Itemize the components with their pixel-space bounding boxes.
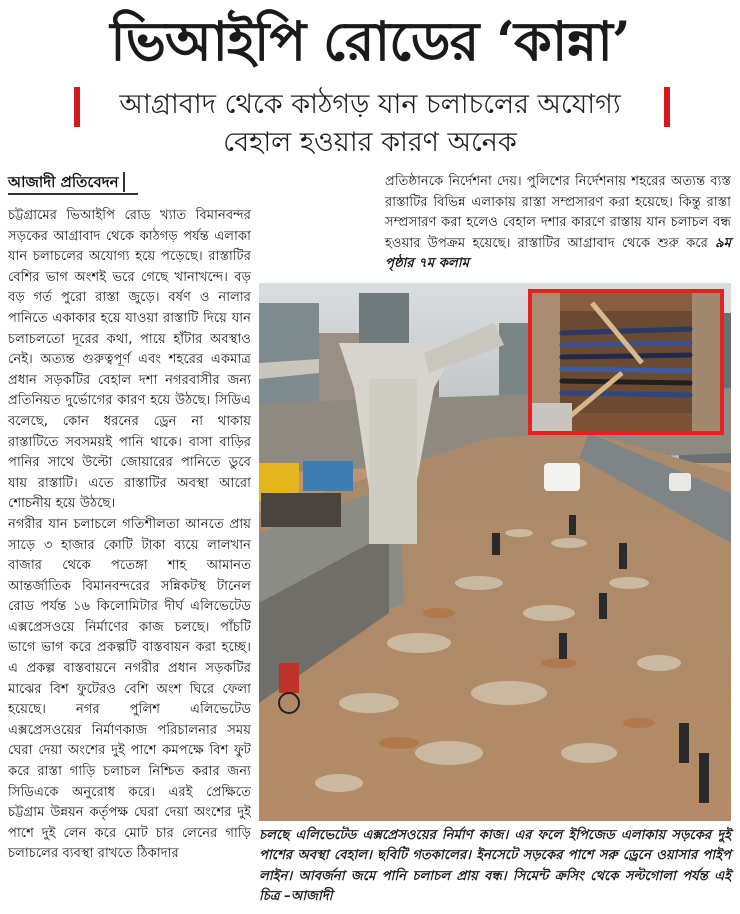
subhead-line-2: বেহাল হওয়ার কারণ অনেক bbox=[223, 127, 517, 158]
subhead-bar-right bbox=[664, 87, 670, 127]
drain-pipes-illustration bbox=[532, 293, 720, 431]
photo-caption: চলছে এলিভেটেড এক্সপ্রেসওয়ের নির্মাণ কাজ। এর ফলে ইপিজেড এলাকায় সড়কের দুই পাশের অবস্থা বেহাল। ছবিটি গতকালের। ইনসেটে সড়কের পাশে সরু ড্রেনে ওয়াসার পাইপ লাইন। আবর্জনা জমে পানি চলাচল প্রায় বন্ধ। সিমেন্ট ক্রসিং থেকে সল্টগোলা পর্যন্ত এই চিত্র –আজাদী bbox=[259, 828, 731, 905]
byline: আজাদী প্রতিবেদন bbox=[8, 172, 125, 192]
column-1-paragraph-1: চট্টগ্রামের ভিআইপি রোড খ্যাত বিমানবন্দর সড়কের আগ্রাবাদ থেকে কাঠগড় পর্যন্ত এলাকা যান চলাচলের অযোগ্য হয়ে পড়েছে। রাস্তাটির বেশির ভাগ অংশই ভরে গেছে খানাখন্দে। বড় বড় গর্ত পুরো রাস্তা জুড়ে। বর্ষণ ও নালার পানিতে একাকার হয়ে যাওয়া রাস্তাটি দিয়ে যান চলাচলতো দূরের কথা, পায়ে হাঁটার অবস্থাও নেই। অত্যন্ত গুরুত্বপূর্ণ এবং শহরের একমাত্র প্রধান সড়কটির বেহাল দশা নগরবাসীর জন্য প্রতিনিয়ত দুর্ভোগের কারণ হয়ে উঠছে। সিডিএ বলেছে, কোন ধরনের ড্রেন না থাকায় রাস্তাটিতে সবসময়ই পানি থাকে। বাসা বাড়ির পানির সাথে উল্টো জোয়ারের পানিতে ডুবে যায় রাস্তাটি। এতে রাস্তাটির অবস্থা আরো শোচনীয় হয়ে উঠছে। bbox=[8, 208, 251, 512]
subhead-line-1: আগ্রাবাদ থেকে কাঠগড় যান চলাচলের অযোগ্য bbox=[119, 89, 621, 120]
inset-photo bbox=[528, 289, 724, 435]
subhead-bar-left bbox=[74, 87, 80, 127]
column-2-text: প্রতিষ্ঠানকে নির্দেশনা দেয়। পুলিশের নির্দেশনায় শহরের অত্যন্ত ব্যস্ত রাস্তাটির বিভিন্ন এলাকায় রাস্তা সম্প্রসারণ করা হয়েছে। কিন্তু রাস্তা সম্প্রসারণ করা হলেও বেহাল দশার কারণে রাস্তায় যান চলাচল বন্ধ হওয়ার উপক্রম হয়েছে। রাস্তাটির আগ্রাবাদ থেকে শুরু করে bbox=[385, 174, 731, 251]
column-2-paragraph bbox=[385, 172, 731, 275]
byline-rule bbox=[8, 193, 138, 195]
headline: ভিআইপি রোডের ‘কান্না’ bbox=[110, 9, 630, 73]
column-2-top bbox=[385, 172, 731, 275]
continued-jump-link[interactable]: ৯ম পৃষ্ঠার ৭ম কলাম bbox=[385, 235, 731, 272]
column-1-paragraph-2: নগরীর যান চলাচলে গতিশীলতা আনতে প্রায় সাড়ে ৩ হাজার কোটি টাকা ব্যয়ে লালখান বাজার থেকে পতেঙ্গা শাহ আমানত আন্তর্জাতিক বিমানবন্দরের সন্নিকটস্থ টানেল রোড পর্যন্ত ১৬ কিলোমিটার দীর্ঘ এলিভেটেড এক্সপ্রেসওয়ে নির্মাণের কাজ চলছে। পাঁচটি ভাগে ভাগ করে প্রকল্পটি বাস্তবায়ন করা হচ্ছে। এ প্রকল্প বাস্তবায়নে নগরীর প্রধান সড়কটির মাঝের বিশ ফুটেরও বেশি অংশ ঘিরে ফেলা হয়েছে। নগর পুলিশ এলিভেটেড এক্সপ্রেসওয়ের নির্মাণকাজ পরিচালনার সময় ঘেরা দেয়া অংশের দুই পাশে কমপক্ষে বিশ ফুট করে রাস্তা গাড়ি চলাচল নিশ্চিত করার জন্য সিডিএকে অনুরোধ করে। এরই প্রেক্ষিতে চট্টগ্রাম উন্নয়ন কর্তৃপক্ষ ঘেরা দেয়া অংশের দুই পাশে দুই লেন করে মোট চার লেনের গাড়ি চলাচলের ব্যবস্থা রাখতে ঠিকাদার bbox=[8, 516, 251, 862]
column-1-body bbox=[8, 206, 251, 865]
